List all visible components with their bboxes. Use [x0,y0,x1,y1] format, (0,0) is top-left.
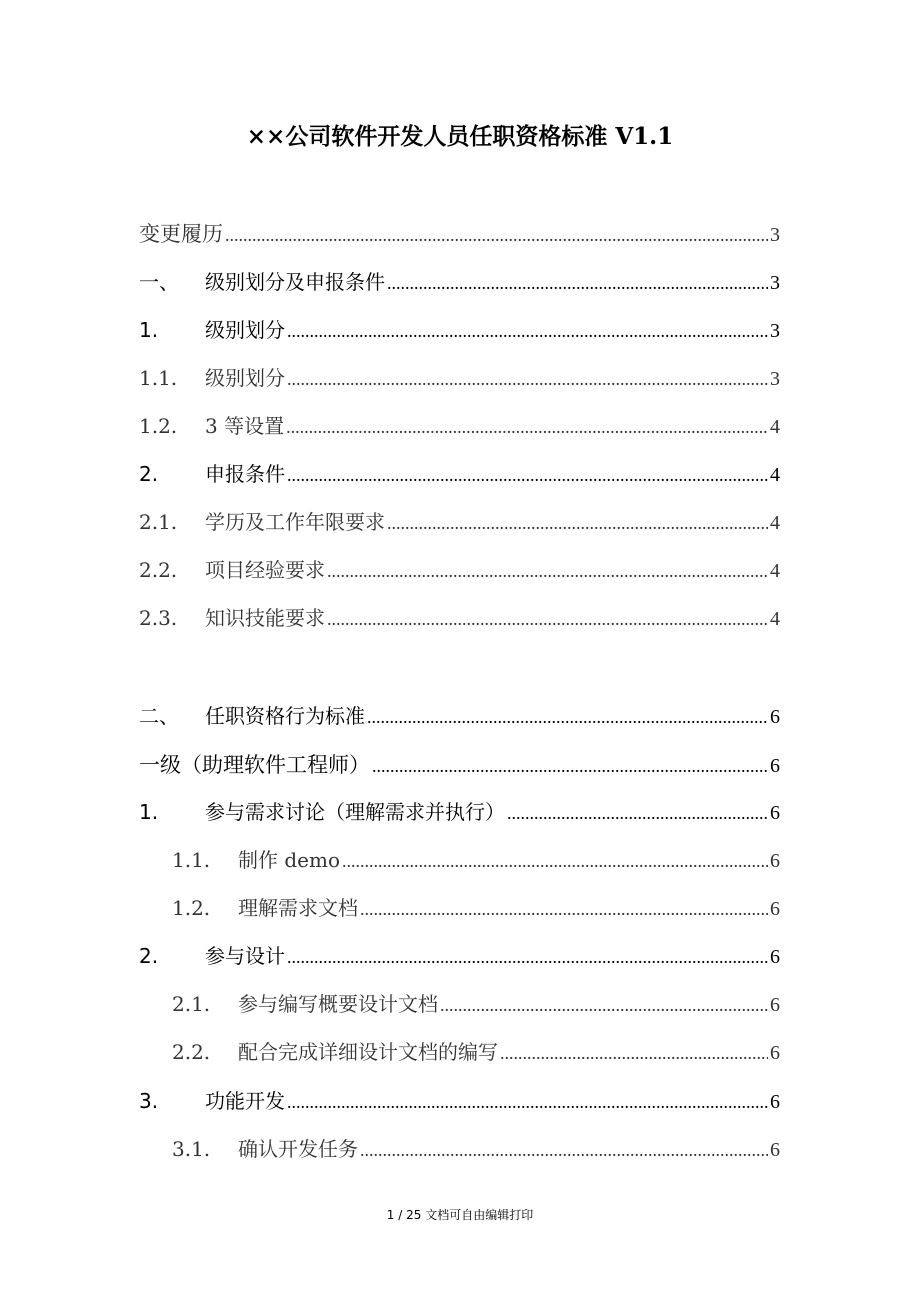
toc-entry[interactable] [139,749,780,779]
toc-page-number: 4 [770,416,780,438]
toc-page-number: 3 [770,224,780,246]
toc-entry[interactable] [139,314,780,344]
toc-page-number: 6 [770,898,780,920]
toc-page-number: 6 [770,802,780,824]
toc-entry-label: 参与设计 [205,944,285,968]
toc-page-number: 6 [770,1139,780,1161]
toc-leader-dots [287,947,768,968]
document-title: ××公司软件开发人员任职资格标准 V1.1 [246,123,674,150]
toc-page-number: 3 [770,320,780,342]
toc-leader-dots [327,609,768,630]
toc-leader-dots [387,513,768,534]
toc-leader-dots [327,561,768,582]
toc-page-number: 4 [770,512,780,534]
toc-leader-dots [500,1043,768,1064]
toc-entry-label: 配合完成详细设计文档的编写 [238,1040,498,1064]
toc-entry[interactable] [139,554,780,584]
toc-page-number: 6 [770,994,780,1016]
toc-entry-number: 2. [139,944,159,968]
toc-entry-label: 功能开发 [205,1089,285,1113]
toc-entry-number: 1.1. [172,848,211,872]
toc-entry-number: 2.2. [139,558,178,582]
toc-page-number: 4 [770,608,780,630]
toc-leader-dots [360,899,768,920]
toc-entry-label: 变更履历 [139,222,223,246]
toc-leader-dots [287,321,768,342]
toc-entry-label: 确认开发任务 [238,1137,358,1161]
toc-entry-label: 3 等设置 [205,414,285,438]
toc-entry[interactable] [139,218,780,248]
toc-leader-dots [387,273,768,294]
toc-entry[interactable] [139,940,780,970]
toc-entry-number: 1. [139,318,159,342]
toc-entry-label: 项目经验要求 [205,558,325,582]
toc-page-number: 6 [770,850,780,872]
toc-entry-number: 2. [139,462,159,486]
toc-page-number: 6 [770,1091,780,1113]
toc-entry-number: 2.1. [172,992,211,1016]
toc-page-number: 4 [770,560,780,582]
toc-entry[interactable] [172,844,780,874]
toc-entry-label: 一级（助理软件工程师） [139,753,370,777]
toc-entry[interactable] [139,266,780,296]
toc-entry-number: 3.1. [172,1137,211,1161]
toc-entry-label: 学历及工作年限要求 [205,510,385,534]
toc-entry-number: 3. [139,1089,159,1113]
toc-entry-number: 2.3. [139,606,178,630]
toc-entry-number: 一、 [139,270,179,294]
toc-entry[interactable] [139,362,780,392]
toc-entry-number: 1.2. [172,896,211,920]
toc-entry-label: 任职资格行为标准 [205,704,365,728]
toc-entry[interactable] [139,410,780,440]
toc-entry[interactable] [139,700,780,730]
toc-leader-dots [225,225,768,246]
toc-entry[interactable] [139,796,780,826]
toc-entry-label: 申报条件 [205,462,285,486]
toc-entry-label: 级别划分 [205,366,285,390]
toc-page-number: 6 [770,706,780,728]
toc-leader-dots [286,417,768,438]
toc-entry[interactable] [172,1036,780,1066]
toc-entry[interactable] [172,1133,780,1163]
toc-entry-number: 二、 [139,704,179,728]
toc-entry-label: 级别划分及申报条件 [205,270,385,294]
page-footer: 1 / 25 文档可自由编辑打印 [386,1208,534,1222]
toc-entry[interactable] [139,1085,780,1115]
toc-entry-label: 参与编写概要设计文档 [238,992,438,1016]
toc-entry-number: 1.1. [139,366,178,390]
toc-entry[interactable] [172,988,780,1018]
toc-entry-label: 知识技能要求 [205,606,325,630]
toc-entry-number: 1.2. [139,414,178,438]
toc-page-number: 4 [770,464,780,486]
toc-entry-label: 制作 demo [238,848,341,872]
toc-entry-label: 参与需求讨论（理解需求并执行） [205,800,505,824]
toc-leader-dots [287,465,768,486]
toc-entry[interactable] [139,506,780,536]
toc-entry-number: 2.1. [139,510,178,534]
toc-page-number: 3 [770,272,780,294]
toc-leader-dots [360,1140,768,1161]
toc-leader-dots [507,803,768,824]
toc-page-number: 6 [770,946,780,968]
toc-entry-label: 理解需求文档 [238,896,358,920]
toc-leader-dots [440,995,768,1016]
toc-entry[interactable] [139,458,780,488]
toc-page-number: 3 [770,368,780,390]
toc-leader-dots [342,851,768,872]
toc-leader-dots [287,1092,768,1113]
toc-leader-dots [372,756,768,777]
toc-entry-number: 2.2. [172,1040,211,1064]
toc-leader-dots [367,707,768,728]
toc-entry[interactable] [139,602,780,632]
toc-leader-dots [287,369,768,390]
toc-entry-number: 1. [139,800,159,824]
toc-entry[interactable] [172,892,780,922]
toc-entry-label: 级别划分 [205,318,285,342]
toc-page-number: 6 [770,1042,780,1064]
toc-page-number: 6 [770,755,780,777]
